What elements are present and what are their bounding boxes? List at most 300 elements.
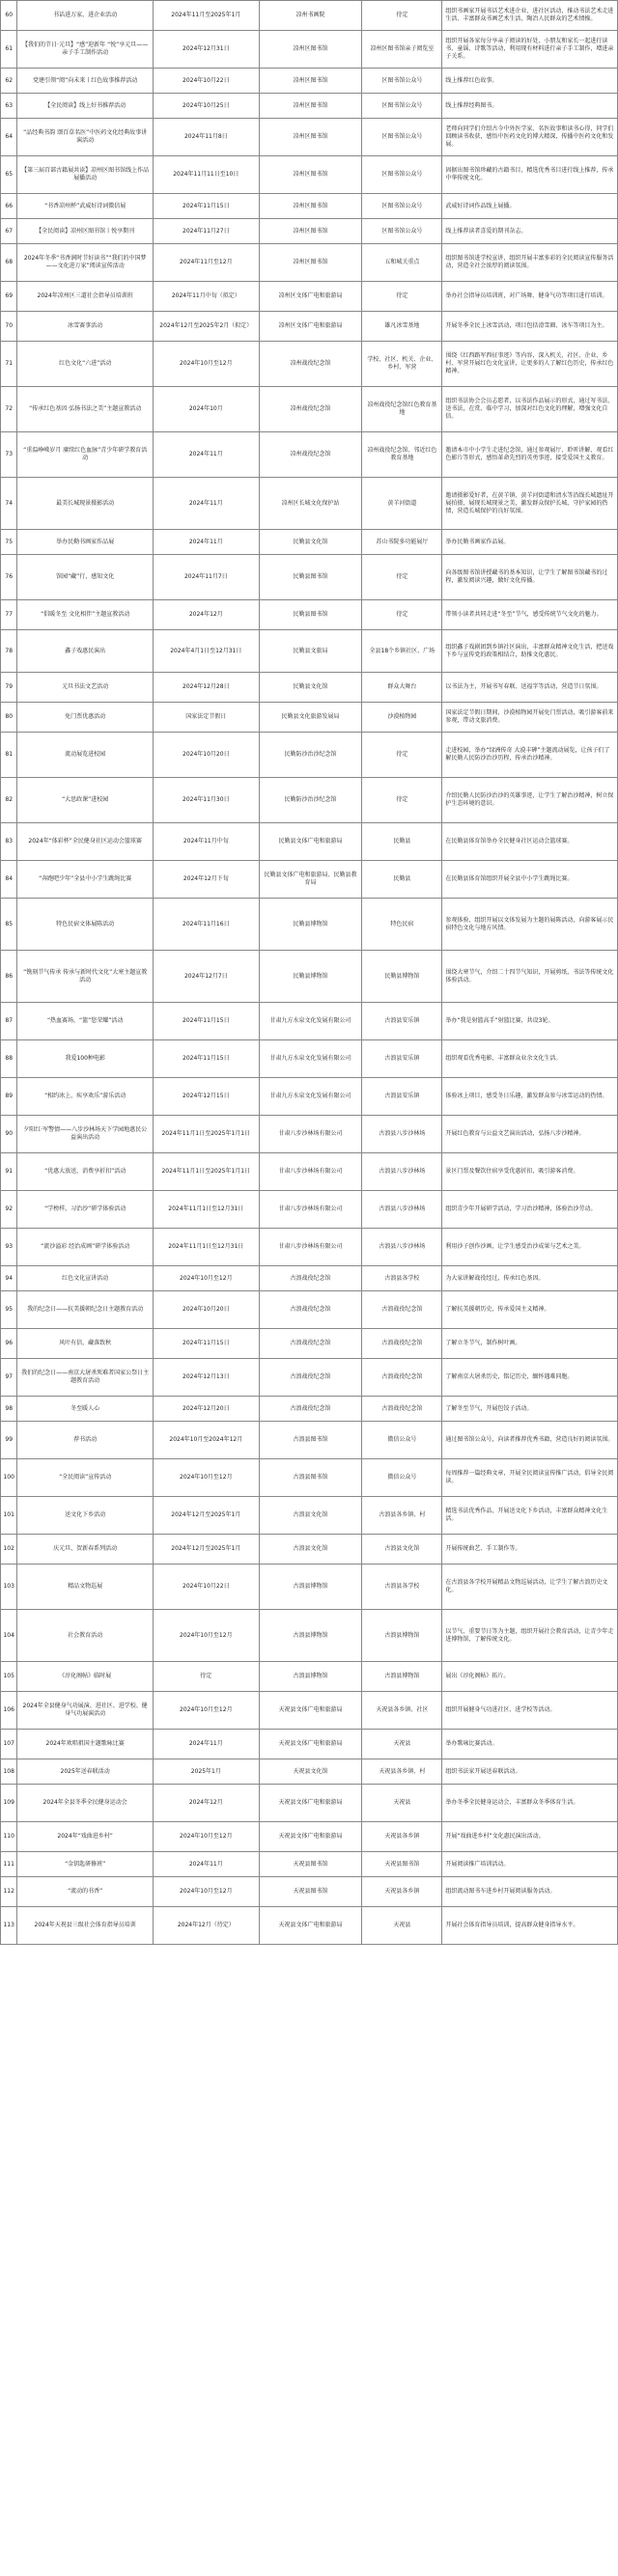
activity-time-cell: 2024年10月22日 (153, 1565, 259, 1610)
venue-cell: 沙漠植物园 (362, 703, 442, 733)
venue-cell: 苏山书院多功能展厅 (362, 530, 442, 555)
venue-cell: 古浪县各学校 (362, 1266, 442, 1291)
table-row (1, 194, 618, 219)
venue-cell: 古浪县八步沙林场 (362, 1153, 442, 1191)
activity-content-cell: 组织观看优秀电影，丰富群众业余文化生活。 (442, 1040, 618, 1078)
activity-name-cell: 我爱100种电影 (17, 1040, 154, 1078)
venue-cell: 微信公众号 (362, 1459, 442, 1497)
row-number-cell: 113 (1, 1907, 17, 1945)
organizer-cell: 凉州区图书馆 (259, 31, 362, 69)
venue-cell: 天祝县 (362, 1730, 442, 1759)
venue-cell: 待定 (362, 282, 442, 312)
activity-time-cell: 2024年11月中旬 (153, 823, 259, 861)
activity-name-cell: 庆元旦、贺新春系列活动 (17, 1535, 154, 1565)
venue-cell: 天祝县各乡镇 (362, 1822, 442, 1852)
venue-cell: 学校、社区、机关、企业、乡村、军营 (362, 342, 442, 387)
table-row (1, 1785, 618, 1822)
organizer-cell: 凉州区图书馆 (259, 194, 362, 219)
activity-name-cell: 【第三届百部古籍展共读】凉州区图书馆线上作品展播活动 (17, 156, 154, 194)
organizer-cell: 民勤县文体广电和旅游局、民勤县教育局 (259, 861, 362, 899)
row-number-cell: 90 (1, 1116, 17, 1153)
table-row (1, 899, 618, 951)
table-row (1, 1662, 618, 1692)
organizer-cell: 古浪县博物馆 (259, 1662, 362, 1692)
venue-cell: 区图书馆公众号 (362, 156, 442, 194)
row-number-cell: 104 (1, 1610, 17, 1662)
venue-cell: 区图书馆公众号 (362, 119, 442, 156)
row-number-cell: 76 (1, 555, 17, 600)
row-number-cell: 74 (1, 478, 17, 530)
activity-time-cell: 2024年10月至12月 (153, 342, 259, 387)
organizer-cell: 古浪战役纪念馆 (259, 1291, 362, 1329)
row-number-cell: 107 (1, 1730, 17, 1759)
activity-time-cell: 2024年10月25日 (153, 94, 259, 119)
row-number-cell: 65 (1, 156, 17, 194)
organizer-cell: 天祝县文化馆 (259, 1759, 362, 1785)
activity-name-cell: “奔跑吧少年”全县中小学生跳绳比赛 (17, 861, 154, 899)
activity-content-cell: 了解抗美援朝历史，传承爱国主义精神。 (442, 1291, 618, 1329)
table-row (1, 69, 618, 94)
organizer-cell: 古浪县文化馆 (259, 1497, 362, 1535)
activity-content-cell: 利用沙子创作沙画，让学生感受治沙成果与艺术之美。 (442, 1229, 618, 1266)
activity-time-cell: 2024年10月至12月 (153, 1692, 259, 1730)
table-row (1, 1692, 618, 1730)
row-number-cell: 66 (1, 194, 17, 219)
activity-content-cell: 开展传统曲艺、手工制作等。 (442, 1535, 618, 1565)
row-number-cell: 79 (1, 673, 17, 703)
organizer-cell: 天祝县文体广电和旅游局 (259, 1692, 362, 1730)
organizer-cell: 古浪县图书馆 (259, 1459, 362, 1497)
table-row (1, 312, 618, 342)
activity-name-cell: 特色民宿文体展陈活动 (17, 899, 154, 951)
activity-time-cell: 2024年11月8日 (153, 119, 259, 156)
table-row (1, 432, 618, 478)
activity-time-cell: 2024年10月20日 (153, 733, 259, 778)
row-number-cell: 84 (1, 861, 17, 899)
row-number-cell: 95 (1, 1291, 17, 1329)
activity-name-cell: “优惠大放送，消费享折扣”活动 (17, 1153, 154, 1191)
row-number-cell: 69 (1, 282, 17, 312)
activity-name-cell: 夕阳红·军警情——八步沙林场天下学园地惠民公益演出活动 (17, 1116, 154, 1153)
venue-cell: 五和城关重点 (362, 244, 442, 282)
activity-time-cell: 2025年1月 (153, 1759, 259, 1785)
activity-content-cell: 国家法定节假日期间，沙漠植物园开展免门票活动，吸引游客前来参观，带动文旅消费。 (442, 703, 618, 733)
venue-cell: 天祝县各乡镇、村 (362, 1759, 442, 1785)
row-number-cell: 91 (1, 1153, 17, 1191)
activity-name-cell: 党建引领“阅”向未来丨红色故事推荐活动 (17, 69, 154, 94)
row-number-cell: 83 (1, 823, 17, 861)
row-number-cell: 94 (1, 1266, 17, 1291)
row-number-cell: 88 (1, 1040, 17, 1078)
activity-time-cell: 2024年11月 (153, 432, 259, 478)
activity-time-cell: 2024年12月13日 (153, 1359, 259, 1397)
table-row (1, 1116, 618, 1153)
activity-name-cell: 【全民阅读】线上好书推荐活动 (17, 94, 154, 119)
activity-content-cell: 组织开展健身气功进社区、进学校等活动。 (442, 1692, 618, 1730)
activity-content-cell: 以节气、重要节日等为主题，组织开展社会教育活动，让青少年走进博物馆，了解传统文化。 (442, 1610, 618, 1662)
activity-time-cell: 2024年10月至12月 (153, 1266, 259, 1291)
activity-name-cell: 2024年全县冬季全民健身运动会 (17, 1785, 154, 1822)
organizer-cell: 凉州区图书馆 (259, 119, 362, 156)
row-number-cell: 72 (1, 387, 17, 432)
venue-cell: 古浪县八步沙林场 (362, 1229, 442, 1266)
row-number-cell: 93 (1, 1229, 17, 1266)
venue-cell: 雄凡冰雪基地 (362, 312, 442, 342)
table-row (1, 1877, 618, 1907)
activity-time-cell: 2024年11月16日 (153, 899, 259, 951)
table-row (1, 778, 618, 823)
table-row (1, 1497, 618, 1535)
activity-time-cell: 2024年12月31日 (153, 31, 259, 69)
activity-content-cell: 举办民勤书画家作品展。 (442, 530, 618, 555)
venue-cell: 古浪县博物馆 (362, 1610, 442, 1662)
row-number-cell: 103 (1, 1565, 17, 1610)
activity-name-cell: 2024年冬季“书香润时节好读书”“我们的中国梦——文化进万家”阅读宣传活动 (17, 244, 154, 282)
activity-time-cell: 2024年11月15日 (153, 1329, 259, 1359)
organizer-cell: 凉州区图书馆 (259, 244, 362, 282)
activity-time-cell: 2024年10月20日 (153, 1291, 259, 1329)
activity-time-cell: 2024年12月7日 (153, 951, 259, 1003)
activity-content-cell: 开展社会体育指导员培训，提高群众健身指导水平。 (442, 1907, 618, 1945)
row-number-cell: 61 (1, 31, 17, 69)
row-number-cell: 111 (1, 1852, 17, 1877)
row-number-cell: 68 (1, 244, 17, 282)
activity-name-cell: 2024年全县健身气功展演、进社区、进学校、健身气功展演活动 (17, 1692, 154, 1730)
activity-name-cell: “全民阅读”宣传活动 (17, 1459, 154, 1497)
organizer-cell: 古浪县博物馆 (259, 1565, 362, 1610)
table-row (1, 1153, 618, 1191)
activity-name-cell: 我的纪念日——抗美援朝纪念日主题教育活动 (17, 1291, 154, 1329)
activity-content-cell: 了解南京大屠杀历史，铭记历史，缅怀遇难同胞。 (442, 1359, 618, 1397)
venue-cell: 民勤县博物馆 (362, 951, 442, 1003)
venue-cell: 待定 (362, 1, 442, 31)
row-number-cell: 101 (1, 1497, 17, 1535)
row-number-cell: 99 (1, 1422, 17, 1459)
organizer-cell: 凉州战役纪念馆 (259, 387, 362, 432)
activity-content-cell: 组织开展各家每分享亲子阅读的好处，小朋友和家长一起进行读书、童谣、诗歌等活动，利用现有材料进行亲子手工制作，增进亲子关系。 (442, 31, 618, 69)
organizer-cell: 民勤县图书馆 (259, 555, 362, 600)
organizer-cell: 古浪县博物馆 (259, 1610, 362, 1662)
activity-time-cell: 2024年12月至2025年1月 (153, 1497, 259, 1535)
organizer-cell: 民勤县博物馆 (259, 951, 362, 1003)
activity-content-cell: 通过图书馆公众号，向读者推荐优秀书籍，营造良好的阅读氛围。 (442, 1422, 618, 1459)
table-row (1, 1759, 618, 1785)
activity-time-cell: 2024年12月28日 (153, 673, 259, 703)
organizer-cell: 凉州区图书馆 (259, 219, 362, 244)
venue-cell: 古浪县各乡镇、村 (362, 1497, 442, 1535)
activity-time-cell: 2024年10月22日 (153, 69, 259, 94)
activity-content-cell: 固据出图书馆珍藏的古籍书目，精选优秀书目进行线上推荐，传承中华传统文化。 (442, 156, 618, 194)
table-row (1, 1359, 618, 1397)
table-row (1, 1191, 618, 1229)
activity-content-cell: 围绕《红西路军西征事迹》等内容，深入机关、社区、企业、乡村、军营开展红色文化宣讲，让更多的人了解红色历史，传承红色精神。 (442, 342, 618, 387)
row-number-cell: 92 (1, 1191, 17, 1229)
activity-time-cell: 2024年12月20日 (153, 1397, 259, 1422)
activity-time-cell: 2024年12月下旬 (153, 861, 259, 899)
activity-name-cell: “大思政课”进校园 (17, 778, 154, 823)
activity-content-cell: 武威好诗词作品线上展播。 (442, 194, 618, 219)
organizer-cell: 甘肃九方水泉文化发展有限公司 (259, 1078, 362, 1116)
activity-name-cell: 社会教育活动 (17, 1610, 154, 1662)
table-row (1, 1852, 618, 1877)
row-number-cell: 100 (1, 1459, 17, 1497)
table-row (1, 1459, 618, 1497)
venue-cell: 区图书馆公众号 (362, 219, 442, 244)
venue-cell: 古浪县八步沙林场 (362, 1191, 442, 1229)
venue-cell: 民勤县 (362, 861, 442, 899)
table-row (1, 630, 618, 673)
organizer-cell: 凉州区图书馆 (259, 69, 362, 94)
table-row (1, 1907, 618, 1945)
activity-time-cell: 2024年11月15日 (153, 194, 259, 219)
activity-name-cell: “流动的书香” (17, 1877, 154, 1907)
table-row (1, 1565, 618, 1610)
venue-cell: 天祝县各乡镇 (362, 1877, 442, 1907)
table-row (1, 244, 618, 282)
activity-content-cell: 在民勤县体育馆组织开展全县中小学生跳绳比赛。 (442, 861, 618, 899)
table-row (1, 342, 618, 387)
activity-time-cell: 2024年11月 (153, 478, 259, 530)
activity-content-cell: 举办歌咏比赛活动。 (442, 1730, 618, 1759)
activity-name-cell: 2024年“体彩杯”全民健身社区运动会篮球赛 (17, 823, 154, 861)
activity-time-cell: 2024年11月 (153, 530, 259, 555)
organizer-cell: 民勤县博物馆 (259, 899, 362, 951)
activity-content-cell: 以书法为主，开展书写春联、送福字等活动，营造节日氛围。 (442, 673, 618, 703)
activity-content-cell: 邀请摄影爱好者，在黄羊镇、黄羊河街道和清水等沿线长城遗址开展拍摄，展现长城现景之美，激发群众保护长城、守护家园的热情，营造长城保护的良好氛围。 (442, 478, 618, 530)
row-number-cell: 86 (1, 951, 17, 1003)
row-number-cell: 96 (1, 1329, 17, 1359)
table-row (1, 94, 618, 119)
table-row (1, 1822, 618, 1852)
activity-name-cell: 风叶有信，藏落致秋 (17, 1329, 154, 1359)
activity-name-cell: 2024年天祝县三级社会体育指导员培训 (17, 1907, 154, 1945)
venue-cell: 天祝县 (362, 1785, 442, 1822)
activity-name-cell: 精品文物巡展 (17, 1565, 154, 1610)
activity-content-cell: 在民勤县体育馆举办全民健身社区运动会篮球赛。 (442, 823, 618, 861)
table-row (1, 1003, 618, 1040)
row-number-cell: 112 (1, 1877, 17, 1907)
organizer-cell: 古浪战役纪念馆 (259, 1266, 362, 1291)
venue-cell: 古浪县安乐镇 (362, 1078, 442, 1116)
table-row (1, 282, 618, 312)
table-row (1, 31, 618, 69)
activity-name-cell: “金钥匙研修班” (17, 1852, 154, 1877)
venue-cell: 古浪战役纪念馆 (362, 1397, 442, 1422)
organizer-cell: 凉州书画院 (259, 1, 362, 31)
activity-time-cell: 2024年10月至12月 (153, 1610, 259, 1662)
activity-name-cell: “镌刻节气传承 传承与新时代文化”大寒主题宣教活动 (17, 951, 154, 1003)
activity-time-cell: 2024年12月 (153, 1785, 259, 1822)
activity-time-cell: 2024年11月1日至2025年1月1日 (153, 1116, 259, 1153)
table-body (1, 1, 618, 1945)
table-row (1, 1040, 618, 1078)
activity-name-cell: “传承红色基因 弘扬书法之美”主题宣教活动 (17, 387, 154, 432)
activity-content-cell: 老师向同学们介绍古今中外医学家、名医故事和读书心得，同学们回顾读书收获，感悟中医药文化的博大精深，传播中医药文化和发展。 (442, 119, 618, 156)
activity-content-cell: 组织书法协会会员志愿者，以书法作品展示的形式，通过写书法、送书法，在赏、临中学习，加深对红色文化的理解，增强文化自信。 (442, 387, 618, 432)
venue-cell: 区图书馆公众号 (362, 69, 442, 94)
table-row (1, 555, 618, 600)
row-number-cell: 70 (1, 312, 17, 342)
table-row (1, 733, 618, 778)
venue-cell: 凉州战役纪念馆红色教育基地 (362, 387, 442, 432)
activity-name-cell: “倡暖冬至 文化相伴”主题宣教活动 (17, 600, 154, 630)
organizer-cell: 凉州战役纪念馆 (259, 432, 362, 478)
activity-content-cell: 介绍民勤人民防沙治沙的英雄事迹，让学生了解治沙精神，树立保护生态环境的意识。 (442, 778, 618, 823)
activity-content-cell: 开展冬季全民上冰雪活动，项目包括滑雪圈、冰车等项目为主。 (442, 312, 618, 342)
organizer-cell: 民勤县文化旅游发展局 (259, 703, 362, 733)
activity-content-cell: 开展阅读推广培训活动。 (442, 1852, 618, 1877)
activity-content-cell: 开展红色教育与公益文艺演出活动，弘扬八步沙精神。 (442, 1116, 618, 1153)
activity-time-cell: 2024年11月至2025年1月 (153, 1, 259, 31)
activity-time-cell: 2024年11月11日至10日 (153, 156, 259, 194)
activity-name-cell: “重温峥嵘岁月 赓续红色血脉”青少年研学教育活动 (17, 432, 154, 478)
table-row (1, 1078, 618, 1116)
activity-time-cell: 2024年10月 (153, 387, 259, 432)
activity-content-cell: 举办“我是射篮高手”射篮比赛，共设3轮。 (442, 1003, 618, 1040)
activity-content-cell: 围绕大寒节气，介绍二十四节气知识，开展剪纸、书法等传统文化体验活动。 (442, 951, 618, 1003)
venue-cell: 微信公众号 (362, 1422, 442, 1459)
activity-time-cell: 2024年12月（待定） (153, 1907, 259, 1945)
organizer-cell: 民勤县文化馆 (259, 530, 362, 555)
activity-time-cell: 2024年10月至2024年12月 (153, 1422, 259, 1459)
row-number-cell: 106 (1, 1692, 17, 1730)
table-row (1, 703, 618, 733)
table-row (1, 861, 618, 899)
table-row (1, 823, 618, 861)
venue-cell: 古浪县八步沙林场 (362, 1116, 442, 1153)
activity-content-cell: 组织书画家开展书话艺术进企业、进社区活动，推动书法艺术走进生活、丰富群众书画艺术生活，陶冶人民群众的艺术情操。 (442, 1, 618, 31)
table-row (1, 1397, 618, 1422)
activity-content-cell: 组织青少年开展研学活动，学习治沙精神，体验治沙劳动。 (442, 1191, 618, 1229)
activity-content-cell: 组织书法家开展送春联活动。 (442, 1759, 618, 1785)
organizer-cell: 甘肃九方水泉文化发展有限公司 (259, 1040, 362, 1078)
organizer-cell: 甘肃九方水泉文化发展有限公司 (259, 1003, 362, 1040)
activity-time-cell: 2024年10月至12月 (153, 1877, 259, 1907)
organizer-cell: 民勤县图书馆 (259, 600, 362, 630)
row-number-cell: 87 (1, 1003, 17, 1040)
table-row (1, 530, 618, 555)
activity-content-cell: 了解立冬节气，制作树叶画。 (442, 1329, 618, 1359)
activity-time-cell: 2024年11月7日 (153, 555, 259, 600)
activity-name-cell: 红色文化宣讲活动 (17, 1266, 154, 1291)
activity-name-cell: 《淳化阁帖》临时展 (17, 1662, 154, 1692)
activity-content-cell: 了解冬至节气，开展包饺子活动。 (442, 1397, 618, 1422)
activity-name-cell: 【我们的节日·元旦】“感”迎新年 “悦”享元旦——亲子手工制作活动 (17, 31, 154, 69)
activity-time-cell: 2024年11月30日 (153, 778, 259, 823)
activity-content-cell: 每周推荐一篇经典文章，开展全民阅读宣传推广活动，倡导全民阅读。 (442, 1459, 618, 1497)
venue-cell: 区图书馆公众号 (362, 194, 442, 219)
table-row (1, 1291, 618, 1329)
table-row (1, 951, 618, 1003)
table-row (1, 1730, 618, 1759)
venue-cell: 天祝县图书馆 (362, 1852, 442, 1877)
activity-name-cell: “品经典书韵 颂百草名医”中医药文化经典故事讲演活动 (17, 119, 154, 156)
activity-time-cell: 2024年12月至2025年1月 (153, 1535, 259, 1565)
activity-time-cell: 2024年11月至12月 (153, 244, 259, 282)
venue-cell: 待定 (362, 778, 442, 823)
table-row (1, 1535, 618, 1565)
table-row (1, 1329, 618, 1359)
organizer-cell: 古浪战役纪念馆 (259, 1397, 362, 1422)
table-row (1, 1229, 618, 1266)
activity-name-cell: “相约冰上，疾享欢乐”游乐活动 (17, 1078, 154, 1116)
activity-time-cell: 待定 (153, 1662, 259, 1692)
table-row (1, 1422, 618, 1459)
venue-cell: 全县18个乡镇社区、广场 (362, 630, 442, 673)
activity-content-cell: 邀请本市中小学生走进纪念馆，通过参观展厅、聆听讲解、观看红色影片等形式，感悟革命先烈的英勇事迹，接受爱国主义教育。 (442, 432, 618, 478)
row-number-cell: 98 (1, 1397, 17, 1422)
venue-cell: 待定 (362, 600, 442, 630)
venue-cell: 古浪战役纪念馆 (362, 1329, 442, 1359)
organizer-cell: 凉州区长城文化保护站 (259, 478, 362, 530)
activity-time-cell: 2024年4月1日至12月31日 (153, 630, 259, 673)
activity-time-cell: 2024年10月至12月 (153, 1822, 259, 1852)
activity-content-cell: 开展“戏曲进乡村”文化惠民演出活动。 (442, 1822, 618, 1852)
activity-content-cell: 带领小读者共同走进“冬至”节气，感受传统节气文化的魅力。 (442, 600, 618, 630)
organizer-cell: 民勤县文旅局 (259, 630, 362, 673)
activity-content-cell: 为大家讲解战役经过，传承红色基因。 (442, 1266, 618, 1291)
organizer-cell: 古浪战役纪念馆 (259, 1329, 362, 1359)
activity-name-cell: 我们的纪念日——南京大屠杀死难者国家公祭日主题教育活动 (17, 1359, 154, 1397)
venue-cell: 黄羊河街道 (362, 478, 442, 530)
activity-name-cell: 元旦书法文艺活动 (17, 673, 154, 703)
activity-name-cell: 2024年凉州区三道社会指导员培训班 (17, 282, 154, 312)
activity-time-cell: 2024年11月 (153, 1852, 259, 1877)
activity-content-cell: 线上推荐读者喜爱的期刊杂志。 (442, 219, 618, 244)
venue-cell: 古浪县各学校 (362, 1565, 442, 1610)
row-number-cell: 82 (1, 778, 17, 823)
organizer-cell: 天祝县文体广电和旅游局 (259, 1907, 362, 1945)
activity-name-cell: “流沙溢彩 经治成画”研学体验活动 (17, 1229, 154, 1266)
row-number-cell: 109 (1, 1785, 17, 1822)
row-number-cell: 62 (1, 69, 17, 94)
activity-time-cell: 2024年11月中旬（拟定） (153, 282, 259, 312)
organizer-cell: 凉州区文体广电和旅游局 (259, 312, 362, 342)
activity-name-cell: 免门票优惠活动 (17, 703, 154, 733)
venue-cell: 天祝县各乡镇、社区 (362, 1692, 442, 1730)
venue-cell: 凉州战役纪念馆、邻近红色教育基地 (362, 432, 442, 478)
venue-cell: 古浪县安乐镇 (362, 1040, 442, 1078)
row-number-cell: 75 (1, 530, 17, 555)
organizer-cell: 民勤县文体广电和旅游局 (259, 823, 362, 861)
activity-time-cell: 2024年11月1日至12月31日 (153, 1191, 259, 1229)
organizer-cell: 凉州战役纪念馆 (259, 342, 362, 387)
organizer-cell: 天祝县文体广电和旅游局 (259, 1785, 362, 1822)
activity-name-cell: 【全民阅读】凉州区图书馆丨悦享期刊 (17, 219, 154, 244)
row-number-cell: 110 (1, 1822, 17, 1852)
organizer-cell: 民勤防沙治沙纪念馆 (259, 733, 362, 778)
table-row (1, 478, 618, 530)
activity-name-cell: “热血赛场，“篮”您荣耀”活动 (17, 1003, 154, 1040)
venue-cell: 群众大舞台 (362, 673, 442, 703)
organizer-cell: 民勤县文化馆 (259, 673, 362, 703)
activity-time-cell: 2024年11月 (153, 1730, 259, 1759)
venue-cell: 天祝县 (362, 1907, 442, 1945)
row-number-cell: 64 (1, 119, 17, 156)
row-number-cell: 73 (1, 432, 17, 478)
organizer-cell: 甘肃八步沙林场有限公司 (259, 1153, 362, 1191)
organizer-cell: 民勤防沙治沙纪念馆 (259, 778, 362, 823)
activity-name-cell: 流动展览进校园 (17, 733, 154, 778)
activity-content-cell: 举办社会指导员培训班，对广场舞、健身气功等项目进行培训。 (442, 282, 618, 312)
activity-name-cell: 最美长城现景摄影活动 (17, 478, 154, 530)
venue-cell: 特色民宿 (362, 899, 442, 951)
venue-cell: 古浪县安乐镇 (362, 1003, 442, 1040)
row-number-cell: 81 (1, 733, 17, 778)
activity-content-cell: 精选书法优秀作品，开展送文化下乡活动，丰富群众精神文化生活。 (442, 1497, 618, 1535)
activity-name-cell: 2024年欢唱祖国主题歌咏比赛 (17, 1730, 154, 1759)
organizer-cell: 凉州区图书馆 (259, 156, 362, 194)
